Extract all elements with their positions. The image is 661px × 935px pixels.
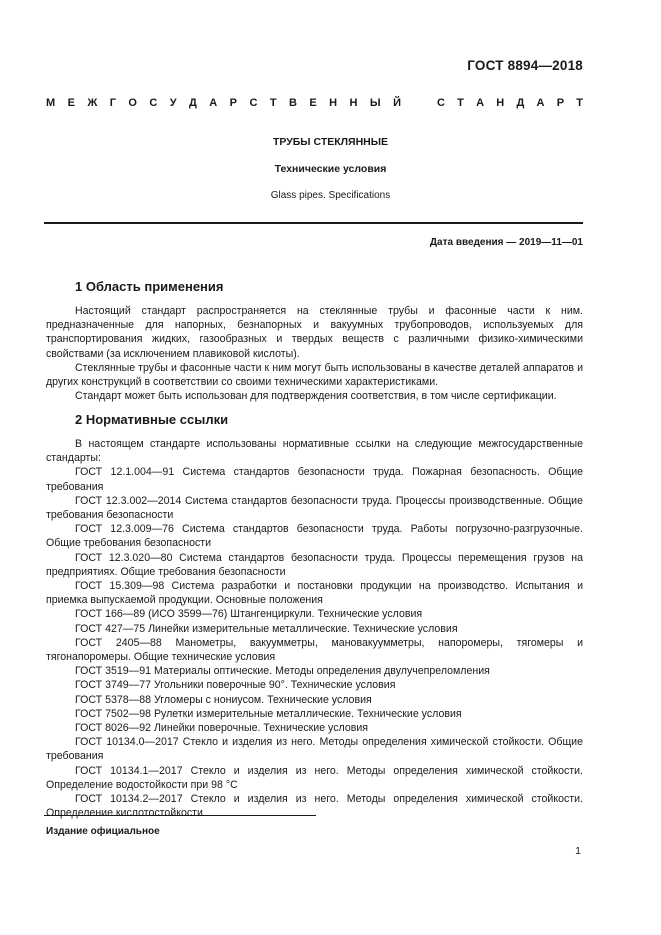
reference-item: ГОСТ 12.3.020—80 Система стандартов безопасности труда. Процессы перемещения грузов на предприятиях. Общие требования безопасности	[46, 551, 583, 578]
reference-item: ГОСТ 12.1.004—91 Система стандартов безопасности труда. Пожарная безопасность. Общие требования	[46, 466, 583, 493]
reference-item: ГОСТ 5378—88 Угломеры с нониусом. Технические условия	[75, 693, 372, 706]
banner-letter: Т	[269, 97, 277, 109]
banner-letter: С	[249, 97, 258, 109]
banner-letter: Н	[496, 97, 505, 109]
banner-letter: Т	[457, 97, 464, 109]
banner-word-interstate	[46, 97, 401, 109]
reference-item: ГОСТ 7502—98 Рулетки измерительные металлические. Технические условия	[75, 707, 462, 720]
paragraph: Стандарт может быть использован для подтверждения соответствия, в том числе сертификации.	[75, 390, 557, 403]
reference-item: ГОСТ 12.3.009—76 Система стандартов безопасности труда. Работы погрузочно-разгрузочные. Общие требования безопасности	[46, 523, 583, 550]
banner-letter: А	[476, 97, 485, 109]
banner-letter: У	[169, 97, 177, 109]
reference-item: ГОСТ 10134.0—2017 Стекло и изделия из него. Методы определения химической стойкости. Общие требования	[46, 736, 583, 763]
banner-letter: Н	[349, 97, 358, 109]
official-edition-label: Издание официальное	[46, 826, 160, 837]
reference-item: ГОСТ 10134.1—2017 Стекло и изделия из него. Методы определения химической стойкости. Определение водостойкости при 98 °С	[46, 764, 583, 791]
banner-letter: С	[437, 97, 445, 109]
section-heading-scope: 1 Область применения	[75, 279, 224, 294]
banner-letter: Т	[576, 97, 583, 109]
banner-letter: С	[149, 97, 158, 109]
document-title: ТРУБЫ СТЕКЛЯННЫЕ	[272, 136, 389, 148]
introduction-date: Дата введения — 2019—11—01	[429, 237, 583, 248]
banner-letter: А	[209, 97, 218, 109]
document-subtitle: Технические условия	[274, 163, 387, 175]
section-heading-references: 2 Нормативные ссылки	[75, 412, 229, 427]
reference-item: ГОСТ 3519—91 Материалы оптические. Методы определения двулучепреломления	[75, 665, 490, 678]
banner-letter: Р	[556, 97, 565, 109]
banner-letter: А	[536, 97, 545, 109]
interstate-standard-banner	[46, 97, 583, 109]
reference-item: ГОСТ 8026—92 Линейки поверочные. Технические условия	[75, 722, 368, 735]
reference-item: ГОСТ 166—89 (ИСО 3599—76) Штангенциркули. Технические условия	[75, 608, 423, 621]
banner-letter: Ж	[87, 97, 98, 109]
banner-letter: Е	[309, 97, 317, 109]
section-body-scope	[46, 304, 583, 403]
banner-letter: Р	[229, 97, 238, 109]
banner-letter: О	[128, 97, 137, 109]
paragraph: Настоящий стандарт распространяется на стеклянные трубы и фасонные части к ним. предназначенные для напорных, безнапорных и вакуумных трубопроводов, используемых для транспортирования жидких, газообразных и твердых веществ с различными физико-химическими свойствами (за исключением плавиковой кислоты).	[46, 305, 583, 360]
page-number: 1	[575, 845, 581, 857]
banner-word-standard	[437, 97, 583, 109]
banner-letter: М	[46, 97, 56, 109]
banner-letter: Д	[516, 97, 525, 109]
reference-item: ГОСТ 427—75 Линейки измерительные металлические. Технические условия	[75, 622, 458, 635]
section-body-references	[46, 437, 583, 820]
banner-letter: Е	[67, 97, 75, 109]
header-divider	[44, 222, 583, 224]
footer-divider	[44, 815, 316, 816]
reference-item: ГОСТ 2405—88 Манометры, вакуумметры, мановакуумметры, напоромеры, тягомеры и тягонапоромеры. Общие технические условия	[46, 636, 583, 664]
english-title: Glass pipes. Specifications	[270, 190, 391, 201]
banner-letter: Й	[393, 97, 401, 109]
reference-item: ГОСТ 12.3.002—2014 Система стандартов безопасности труда. Процессы производственные. Общие требования безопасности	[46, 494, 583, 522]
reference-item: ГОСТ 15.309—98 Система разработки и постановки продукции на производство. Испытания и приемка выпускаемой продукции. Основные положения	[46, 580, 583, 607]
document-code: ГОСТ 8894—2018	[467, 58, 583, 73]
paragraph: В настоящем стандарте использованы нормативные ссылки на следующие межгосударственные стандарты:	[46, 438, 583, 465]
reference-item: ГОСТ 10134.2—2017 Стекло и изделия из него. Методы определения химической стойкости. Определение кислотостойкости	[46, 793, 583, 820]
banner-letter: В	[288, 97, 297, 109]
paragraph: Стеклянные трубы и фасонные части к ним могут быть использованы в качестве деталей аппаратов и других конструкций в соответствии со своими техническими характеристиками.	[46, 361, 583, 389]
reference-item: ГОСТ 3749—77 Угольники поверочные 90°. Технические условия	[75, 679, 396, 692]
banner-letter: Н	[329, 97, 338, 109]
banner-letter: Д	[189, 97, 197, 109]
banner-letter: Ы	[369, 97, 381, 109]
banner-letter: Г	[109, 97, 116, 109]
